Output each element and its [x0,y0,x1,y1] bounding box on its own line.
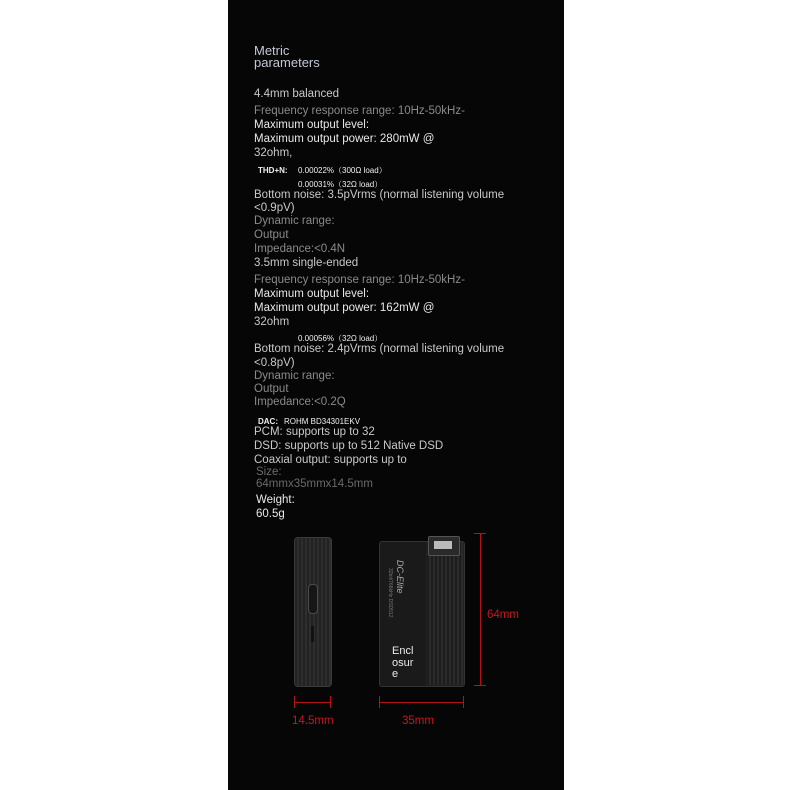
dac-coaxial: Coaxial output: supports up to [254,454,407,466]
balanced-output: Output [254,229,289,241]
height-tick-top [474,533,486,534]
dac-pcm: PCM: supports up to 32 [254,426,375,438]
device-side-view [294,537,332,687]
side-slot [311,626,314,642]
depth-label: 14.5mm [292,715,334,727]
width-label: 35mm [402,715,434,727]
single-max-level: Maximum output level: [254,288,370,300]
single-max-power-1: Maximum output power: 162mW @ [254,302,435,314]
balanced-max-power-2: 32ohm, [254,147,293,159]
single-noise-1: Bottom noise: 2.4pVrms (normal listening volume [254,343,505,355]
device-brand: DC-Elite [395,560,405,594]
single-heading: 3.5mm single-ended [254,257,359,269]
balanced-heading: 4.4mm balanced [254,88,340,100]
single-impedance: Impedance:<0.2Q [254,396,346,408]
balanced-dynamic: Dynamic range: [254,215,335,227]
height-line [480,533,481,685]
enclosure-line1: Encl [392,645,414,657]
weight-value: 60.5g [256,508,285,520]
device-subtext: 32bit/768kHz DSD512 [387,568,393,618]
size-value: 64mmx35mmx14.5mm [256,478,373,490]
height-tick-bottom [474,685,486,686]
enclosure-line2: osur [392,657,414,669]
weight-label: Weight: [256,494,295,506]
device-grooves [427,542,463,685]
balanced-impedance: Impedance:<0.4N [254,243,346,255]
balanced-noise-2: <0.9pV) [254,202,295,214]
single-freq: Frequency response range: 10Hz-50kHz- [254,274,465,286]
side-button [308,584,318,614]
height-label: 64mm [487,609,519,621]
balanced-max-power-1: Maximum output power: 280mW @ [254,133,435,145]
balanced-max-level: Maximum output level: [254,119,370,131]
size-label: Size: [256,466,282,478]
balanced-thdn-2: 0.00031%（32Ω load） [298,180,383,189]
dac-dsd: DSD: supports up to 512 Native DSD [254,440,444,452]
depth-line [294,702,330,703]
balanced-noise-1: Bottom noise: 3.5pVrms (normal listening volume [254,189,505,201]
balanced-thdn-1: 0.00022%（300Ω load） [298,166,387,175]
dac-label: DAC: [258,417,278,426]
width-tick-right [463,696,464,708]
title-line1: Metric [254,43,290,58]
depth-tick-right [330,696,331,708]
single-noise-2: <0.8pV) [254,357,295,369]
usb-port [428,536,460,556]
single-dynamic: Dynamic range: [254,370,335,382]
enclosure-line3: e [392,668,399,680]
thdn-label: THD+N: [258,166,288,175]
single-thdn-1: 0.00056%（32Ω load） [298,334,383,343]
dac-value: ROHM BD34301EKV [284,417,361,426]
single-max-power-2: 32ohm [254,316,290,328]
width-line [379,702,463,703]
balanced-freq: Frequency response range: 10Hz-50kHz- [254,105,465,117]
device-front-view [379,541,465,687]
spec-panel [228,0,564,790]
single-output: Output [254,383,289,395]
title-line2: parameters [254,55,320,70]
